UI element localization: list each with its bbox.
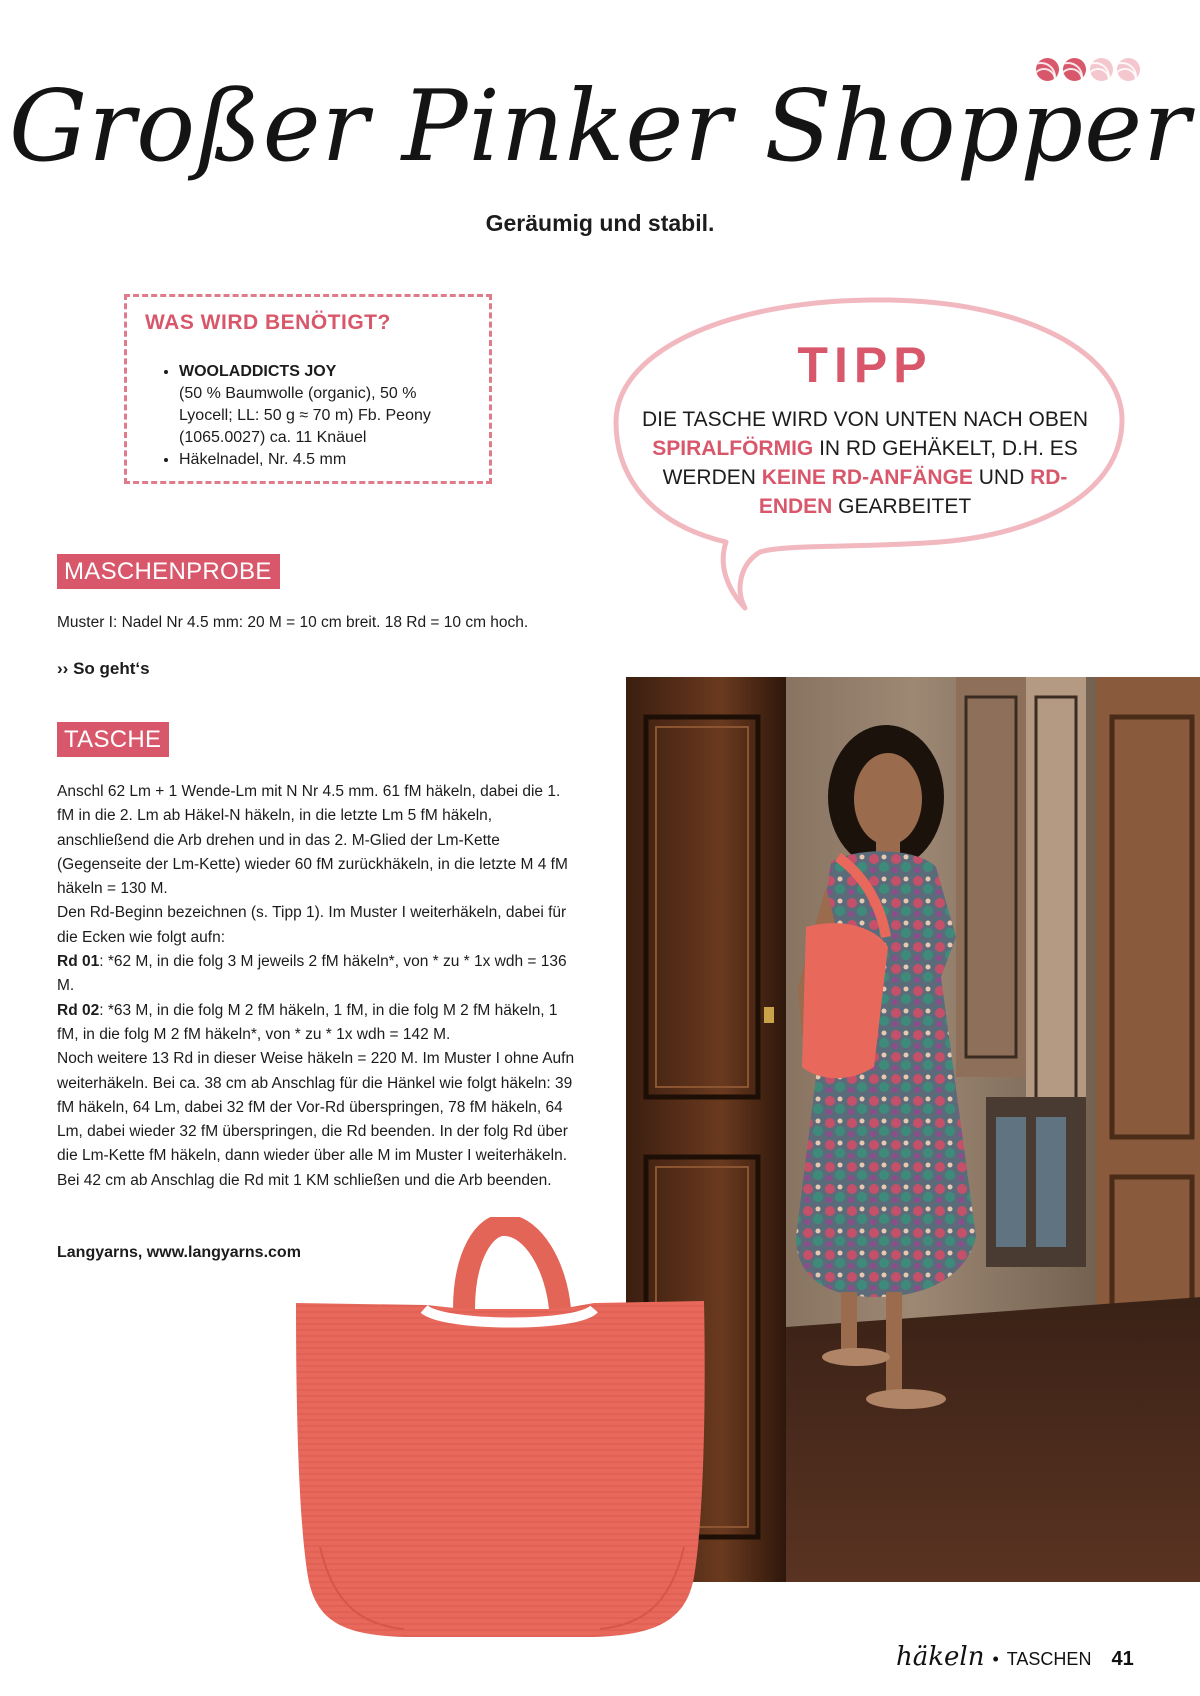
tip-text-part: GEARBEITET xyxy=(832,495,972,518)
yarn-name: • WOOLADDICTS JOY xyxy=(179,363,337,380)
hook-details: Häkelnadel, Nr. 4.5 mm xyxy=(179,451,347,468)
materials-item xyxy=(179,361,471,449)
tip-highlight: RD-ENDEN xyxy=(758,466,1068,518)
materials-item xyxy=(179,449,471,471)
magazine-name: häkeln xyxy=(896,1642,985,1672)
instructions-paragraph: Noch weitere 13 Rd in dieser Weise häkeln = 220 M. Im Muster I ohne Aufn weiterhäkeln. Bei ca. 38 cm ab Anschlag für die Hänkel wie folgt häkeln: 39 fM häkeln, 64 Lm, dabei 32 fM der Vor-Rd überspringen, 78 fM häkeln, 64 Lm, dabei wieder 32 fM überspringen, die Rd beenden. In der folg Rd über die Lm-Kette fM häkeln, dann wieder über alle M im Muster I weiterhäkeln. Bei 42 cm ab Anschlag die Rd mit 1 KM schließen und die Arb beenden. xyxy=(57,1050,575,1189)
tip-text-part: IN RD GEHÄKELT, D.H. ES WERDEN xyxy=(662,437,1078,489)
gauge-text: Muster I: Nadel Nr 4.5 mm: 20 M = 10 cm breit. 18 Rd = 10 cm hoch. xyxy=(57,614,529,631)
howto-heading xyxy=(57,659,150,679)
gauge-label: MASCHENPROBE xyxy=(57,554,280,589)
instructions xyxy=(57,780,580,1193)
bag-photo xyxy=(294,1217,710,1643)
page-title: Großer Pinker Shopper xyxy=(9,70,1191,184)
credit: Langyarns, www.langyarns.com xyxy=(57,1244,301,1261)
round-01 xyxy=(57,950,580,999)
page-subtitle: Geräumig und stabil. xyxy=(485,210,715,236)
yarn-details: (50 % Baumwolle (organic), 50 % Lyocell; LL: 50 g ≈ 70 m) Fb. Peony (1065.0027) ca. 11 Knäuel xyxy=(179,385,431,446)
tip-highlight: KEINE RD-ANFÄNGE xyxy=(761,466,973,489)
tip-text xyxy=(640,405,1090,521)
materials-heading: WAS WIRD BENÖTIGT? xyxy=(145,311,391,334)
howto-marker: ›› xyxy=(57,659,69,678)
page-number: 41 xyxy=(1111,1648,1134,1670)
bag-label: TASCHE xyxy=(57,722,169,757)
page-footer xyxy=(896,1642,1134,1672)
round-text: : *62 M, in die folg 3 M jeweils 2 fM häkeln*, von * zu * 1x wdh = 136 M. xyxy=(57,953,567,995)
round-02 xyxy=(57,999,580,1048)
gauge-section xyxy=(57,554,280,589)
round-text: : *63 M, in die folg M 2 fM häkeln, 1 fM, in die folg M 2 fM häkeln, 1 fM, in die folg M 2 fM häkeln*, von * zu * 1x wdh = 142 M. xyxy=(57,1001,558,1043)
tip-title: TIPP xyxy=(797,337,933,393)
round-label: Rd 02 xyxy=(57,1001,100,1019)
instructions-paragraph: Den Rd-Beginn bezeichnen (s. Tipp 1). Im Muster I weiterhäkeln, dabei für die Ecken wie folgt aufn: xyxy=(57,904,567,946)
materials-box xyxy=(124,294,492,484)
footer-bullet: • xyxy=(992,1649,999,1669)
section-name: TASCHEN xyxy=(1006,1649,1092,1669)
materials-list xyxy=(145,361,471,471)
bag-section-heading xyxy=(57,722,169,757)
tip-text-part: DIE TASCHE WIRD VON UNTEN NACH OBEN xyxy=(641,408,1089,431)
tip-highlight: SPIRALFÖRMIG xyxy=(652,437,814,460)
round-label: Rd 01 xyxy=(57,953,100,971)
model-photo xyxy=(626,677,1200,1582)
tip-text-part: UND xyxy=(972,466,1031,489)
howto-label: So geht‘s xyxy=(73,659,150,678)
instructions-paragraph: Anschl 62 Lm + 1 Wende-Lm mit N Nr 4.5 mm. 61 fM häkeln, dabei die 1. fM in die 2. Lm ab Häkel-N häkeln, in die letzte Lm 5 fM häkeln, anschließend die Arb drehen und in das 2. M-Glied der Lm-Kette (Gegenseite der Lm-Kette) wieder 60 fM zurückhäkeln, in die letzte M 4 fM häkeln = 130 M. xyxy=(57,783,568,898)
